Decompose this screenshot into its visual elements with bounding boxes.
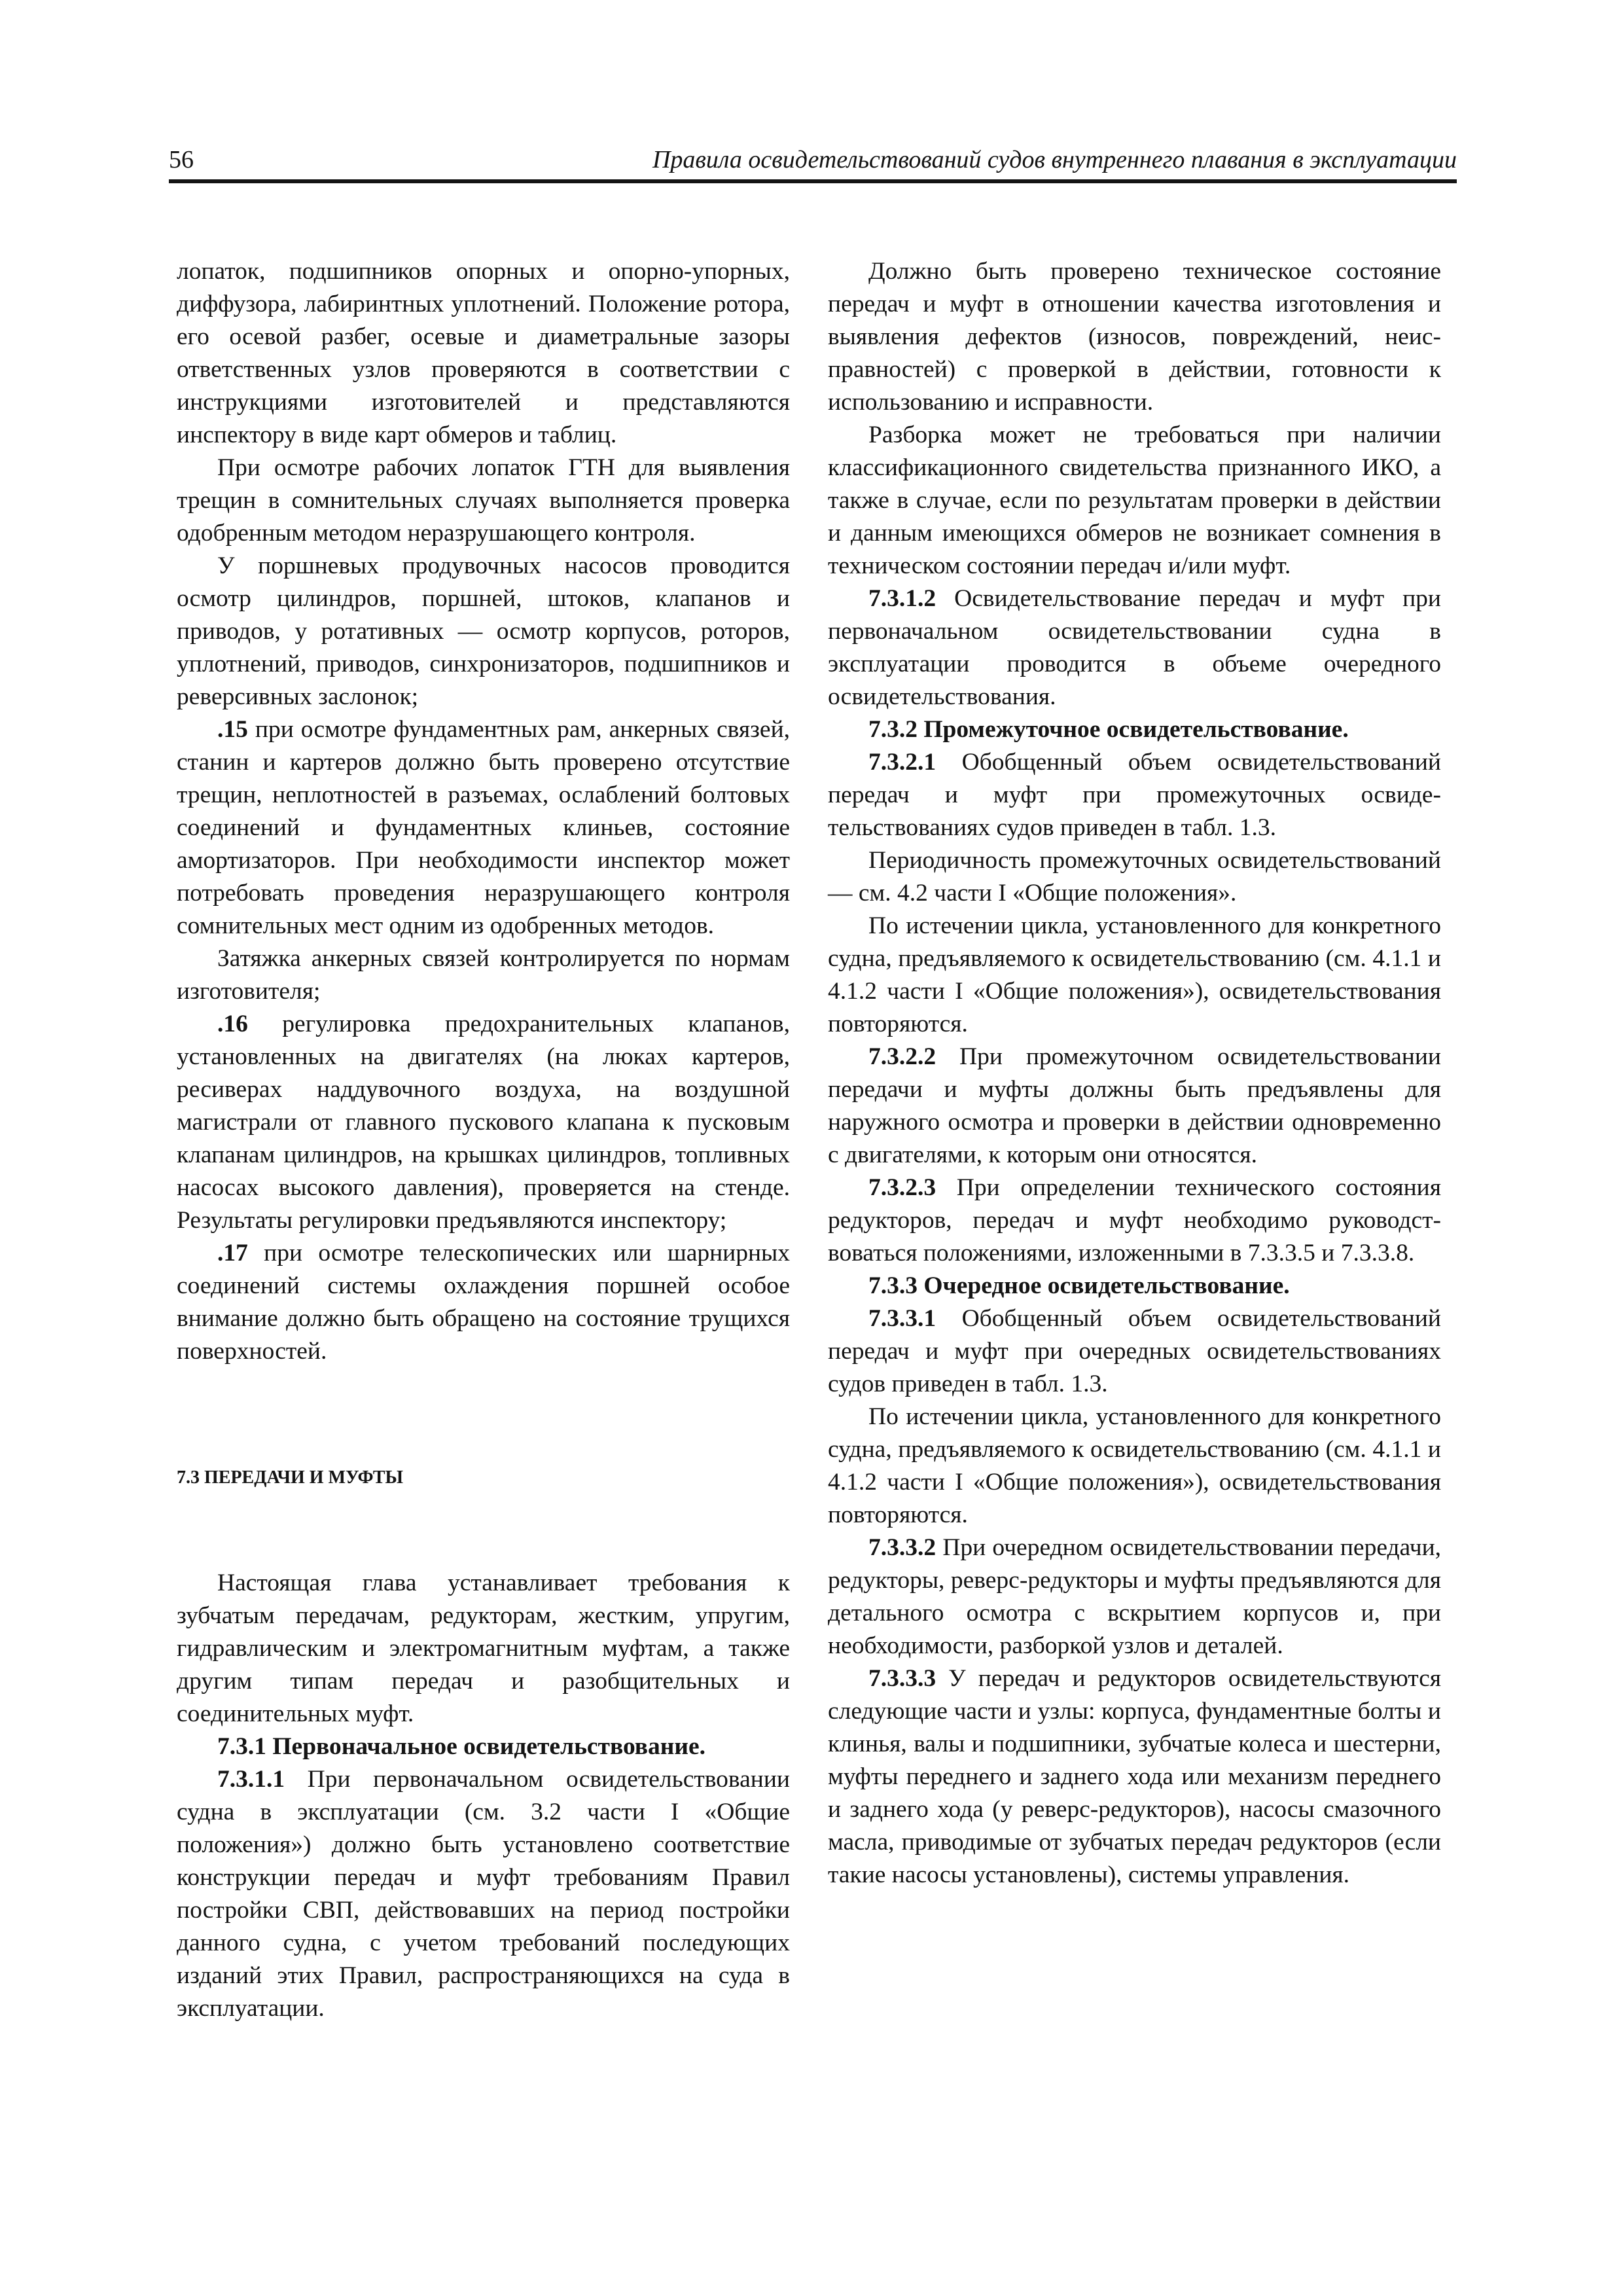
subsection-heading: 7.3.2 Промежуточное освидетельствование. — [868, 716, 1349, 743]
paragraph-text: При первоначальном освидетельствовании судна в эксплуатации (см. 3.2 части I «Общие положения») должно быть установлено соответствие конструкции передач и муфт требованиям Правил постройки СВП, действовавших на период постройки данного судна, с учетом требований последующих изданий этих Правил, распространяющихся на суда в эксплуатации. — [177, 1766, 790, 2022]
paragraph — [828, 746, 1441, 844]
item-number: 7.3.2.2 — [868, 1043, 936, 1070]
item-number: .17 — [217, 1240, 248, 1266]
paragraph-text: Обобщенный объем освидетельствований передач и муфт при очередных освидетельствованиях судов приведен в табл. 1.3. — [828, 1305, 1442, 1397]
paragraph: Затяжка анкерных связей контролируется по нормам изготовителя; — [177, 945, 790, 1005]
item-number: 7.3.1.2 — [868, 585, 936, 612]
paragraph: У поршневых продувочных насосов проводится осмотр цилиндров, поршней, штоков, клапанов и приводов, у ротативных — осмотр корпусов, роторов, уплотнений, приводов, синхронизаторов, подшипников и реверсивных заслонок; — [177, 552, 790, 710]
item-number: 7.3.3.2 — [868, 1534, 936, 1561]
left-column — [177, 255, 790, 2025]
paragraph-text: при осмотре телескопических или шарнирных соединений системы охлаждения поршней особое внимание должно быть обращено на состояние трущихся поверхностей. — [177, 1240, 790, 1365]
paragraph: лопаток, подшипников опорных и опорно-упорных, диффузора, лабиринтных уплотнений. Положение ротора, его осевой разбег, осевые и диаметральные зазоры ответственных узлов проверяются в соответствии с инструкциями изготовителей и представляются инспектору в виде карт обмеров и таблиц. — [177, 258, 790, 448]
section-title: 7.3 ПЕРЕДАЧИ И МУФТЫ — [177, 1467, 403, 1488]
running-title: Правила освидетельствований судов внутреннего плавания в эксплуатации — [652, 146, 1457, 173]
paragraph — [828, 1532, 1441, 1662]
page-header — [169, 143, 1457, 183]
spacer — [177, 1368, 790, 1466]
paragraph: По истечении цикла, установленного для конкретного судна, предъявляемого к освидетельствованию (см. 4.1.1 и 4.1.2 части I «Общие положения»), освидетельствования повторяются. — [828, 1403, 1441, 1528]
page-number: 56 — [169, 146, 194, 173]
paragraph — [828, 1662, 1441, 1892]
paragraph — [828, 1041, 1441, 1172]
item-number: .16 — [217, 1011, 248, 1037]
paragraph-text: регулировка предохранительных клапанов, установленных на двигателях (на люках картеров, ресиверах наддувочного воздуха, на воздушной магистрали от главного пускового клапана к пусковым клапанам цилиндров, на крышках цилиндров, топливных насосах высокого давления), проверяется на стенде. Результаты регулировки предъявляются инспектору; — [177, 1011, 790, 1234]
paragraph: При осмотре рабочих лопаток ГТН для выявления трещин в сомнительных случаях выполняется проверка одобренным методом неразрушающего контроля. — [177, 454, 790, 547]
paragraph: Разборка может не требоваться при наличии классификационного свидетельства признанного ИКО, а также в случае, если по результатам проверки в действии и данным имеющихся обмеров не возникает сомнения в техническом состоянии передач и/или муфт. — [828, 422, 1441, 579]
paragraph: По истечении цикла, установленного для конкретного судна, предъявляемого к освидетельствованию (см. 4.1.1 и 4.1.2 части I «Общие положения»), освидетельствования повторяются. — [828, 912, 1441, 1037]
paragraph-text: При очередном освидетельствовании передачи, редукторы, реверс-редукторы и муфты предъявляются для детального осмотра с вскрытием корпусов и, при необходимости, разборкой узлов и деталей. — [828, 1534, 1442, 1659]
paragraph: Периодичность промежуточных освидетельствований — см. 4.2 части I «Общие положения». — [828, 847, 1441, 906]
item-number: 7.3.2.1 — [868, 749, 936, 776]
paragraph — [177, 1763, 790, 2025]
paragraph-text: Обобщенный объем освидетельствований передач и муфт при промежуточных освидетельствованиях судов приведен в табл. 1.3. — [828, 749, 1442, 841]
item-number: 7.3.3.3 — [868, 1665, 936, 1692]
item-number: 7.3.1.1 — [217, 1766, 285, 1793]
paragraph-text: Освидетельствование передач и муфт при первоначальном освидетельствовании судна в эксплуатации проводится в объеме очередного освидетельствования. — [828, 585, 1442, 710]
paragraph — [828, 1172, 1441, 1270]
spacer — [177, 1490, 790, 1567]
paragraph: Должно быть проверено техническое состояние передач и муфт в отношении качества изготовления и выявления дефектов (износов, повреждений, неисправностей) с проверкой в действии, готовности к использованию и исправности. — [828, 258, 1441, 416]
paragraph-text: У передач и редукторов освидетельствуются следующие части и узлы: корпуса, фундаментные болты и клинья, валы и подшипники, зубчатые колеса и шестерни, муфты переднего и заднего хода или механизм переднего и заднего хода (у реверс-редукторов), насосы смазочного масла, приводимые от зубчатых передач редукторов (если такие насосы установлены), системы управления. — [828, 1665, 1442, 1888]
subsection-heading: 7.3.1 Первоначальное освидетельствование. — [217, 1733, 706, 1760]
paragraph-text: при осмотре фундаментных рам, анкерных связей, станин и картеров должно быть проверено отсутствие трещин, неплотностей в разъемах, ослаблений болтовых соединений и фундаментных клиньев, состояние амортизаторов. При необходимости инспектор может потребовать проведения неразрушающего контроля сомнительных мест одним из одобренных методов. — [177, 716, 791, 939]
paragraph: Настоящая глава устанавливает требования к зубчатым передачам, редукторам, жестким, упругим, гидравлическим и электромагнитным муфтам, а также другим типам передач и разобщительных и соединительных муфт. — [177, 1570, 790, 1727]
subsection-heading: 7.3.3 Очередное освидетельствование. — [868, 1272, 1290, 1299]
paragraph-text: При определении технического состояния редукторов, передач и муфт необходимо руководствоваться положениями, изложенными в 7.3.3.5 и 7.3.3.8. — [828, 1174, 1441, 1266]
item-number: 7.3.2.3 — [868, 1174, 936, 1201]
paragraph — [177, 1237, 790, 1368]
paragraph — [177, 1008, 790, 1237]
item-number: .15 — [217, 716, 248, 743]
paragraph — [828, 1302, 1441, 1401]
paragraph — [177, 713, 790, 942]
item-number: 7.3.3.1 — [868, 1305, 936, 1332]
paragraph-text: При промежуточном освидетельствовании передачи и муфты должны быть предъявлены для наружного осмотра и проверки в действии одновременно с двигателями, к которым они относятся. — [828, 1043, 1442, 1168]
paragraph — [828, 583, 1441, 713]
right-column — [828, 255, 1441, 1892]
